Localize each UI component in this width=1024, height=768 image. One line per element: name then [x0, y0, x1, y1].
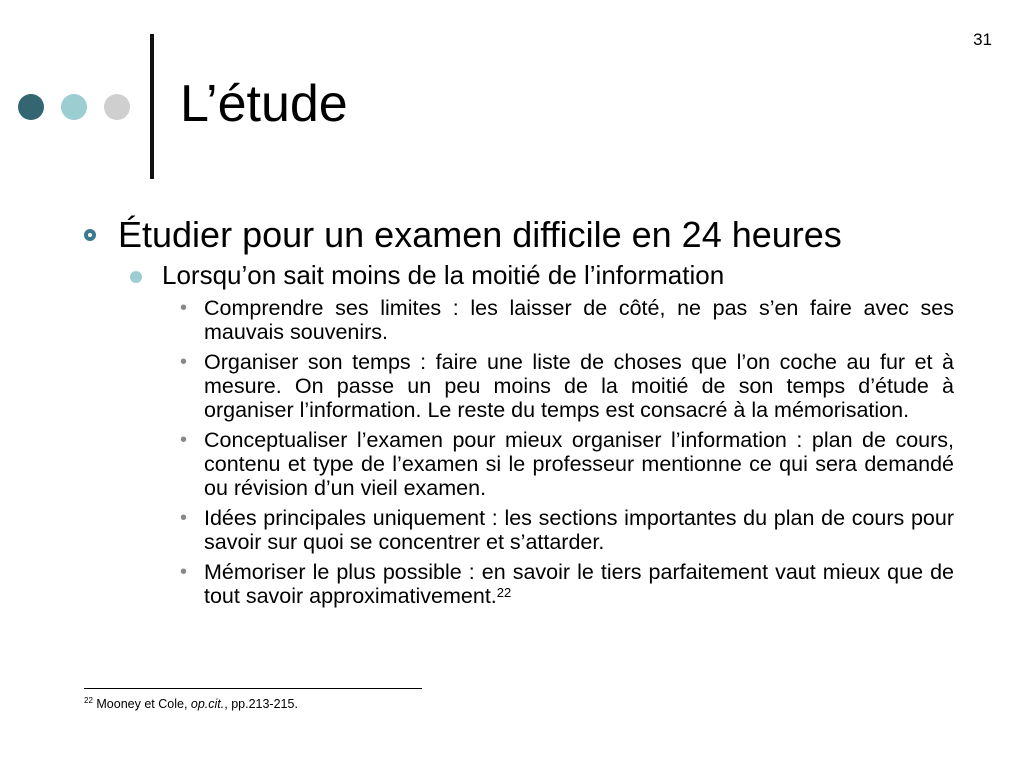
footnote-divider: [84, 688, 422, 689]
bullet-level3-list: [180, 296, 954, 608]
slide-number: 31: [973, 30, 992, 49]
ring-bullet-icon: [84, 229, 96, 241]
dot-dark-teal: [18, 94, 44, 120]
footnote-pages: , pp.213-215.: [224, 697, 298, 711]
bullet-icon: •: [180, 561, 188, 583]
slide-content: [84, 216, 954, 614]
dot-grey: [104, 94, 130, 120]
bullet-icon: •: [180, 351, 188, 373]
list-item-text: Comprendre ses limites : les laisser de côté, ne pas s’en faire avec ses mauvais souvenirs.: [204, 296, 954, 344]
dot-bullet-icon: [130, 271, 142, 283]
slide-title: L’étude: [180, 75, 348, 133]
list-item-text: Organiser son temps : faire une liste de choses que l’on coche au fur et à mesure. On passe un peu moins de la moitié de son temps d’étude à organiser l’information. Le reste du temps est consacré à la mémorisation.: [204, 350, 954, 422]
bullet-icon: •: [180, 297, 188, 319]
footnote-number: 22: [84, 696, 93, 705]
list-item: [180, 350, 954, 422]
list-item: [180, 506, 954, 554]
list-item: [180, 428, 954, 500]
footnote-author: Mooney et Cole,: [96, 697, 191, 711]
bullet-icon: •: [180, 429, 188, 451]
bullet-level2: [130, 260, 954, 290]
bullet-level1-text: Étudier pour un examen difficile en 24 heures: [118, 214, 842, 255]
bullet-level2-text: Lorsqu’on sait moins de la moitié de l’information: [162, 260, 725, 290]
title-divider: [150, 34, 154, 179]
list-item: [180, 560, 954, 608]
bullet-level1: [84, 216, 954, 254]
list-item: [180, 296, 954, 344]
dot-light-teal: [61, 94, 87, 120]
bullet-icon: •: [180, 507, 188, 529]
footnote-ref: 22: [496, 585, 512, 600]
list-item-text: Idées principales uniquement : les sections importantes du plan de cours pour savoir sur quoi se concentrer et s’attarder.: [204, 506, 954, 554]
list-item-text: Mémoriser le plus possible : en savoir le tiers parfaitement vaut mieux que de tout savoir approximativement.: [204, 560, 954, 608]
footnote: [84, 697, 298, 711]
footnote-italic: op.cit.: [190, 697, 225, 711]
list-item-text: Conceptualiser l’examen pour mieux organiser l’information : plan de cours, contenu et type de l’examen si le professeur mentionne ce qui sera demandé ou révision d’un vieil examen.: [204, 428, 954, 500]
